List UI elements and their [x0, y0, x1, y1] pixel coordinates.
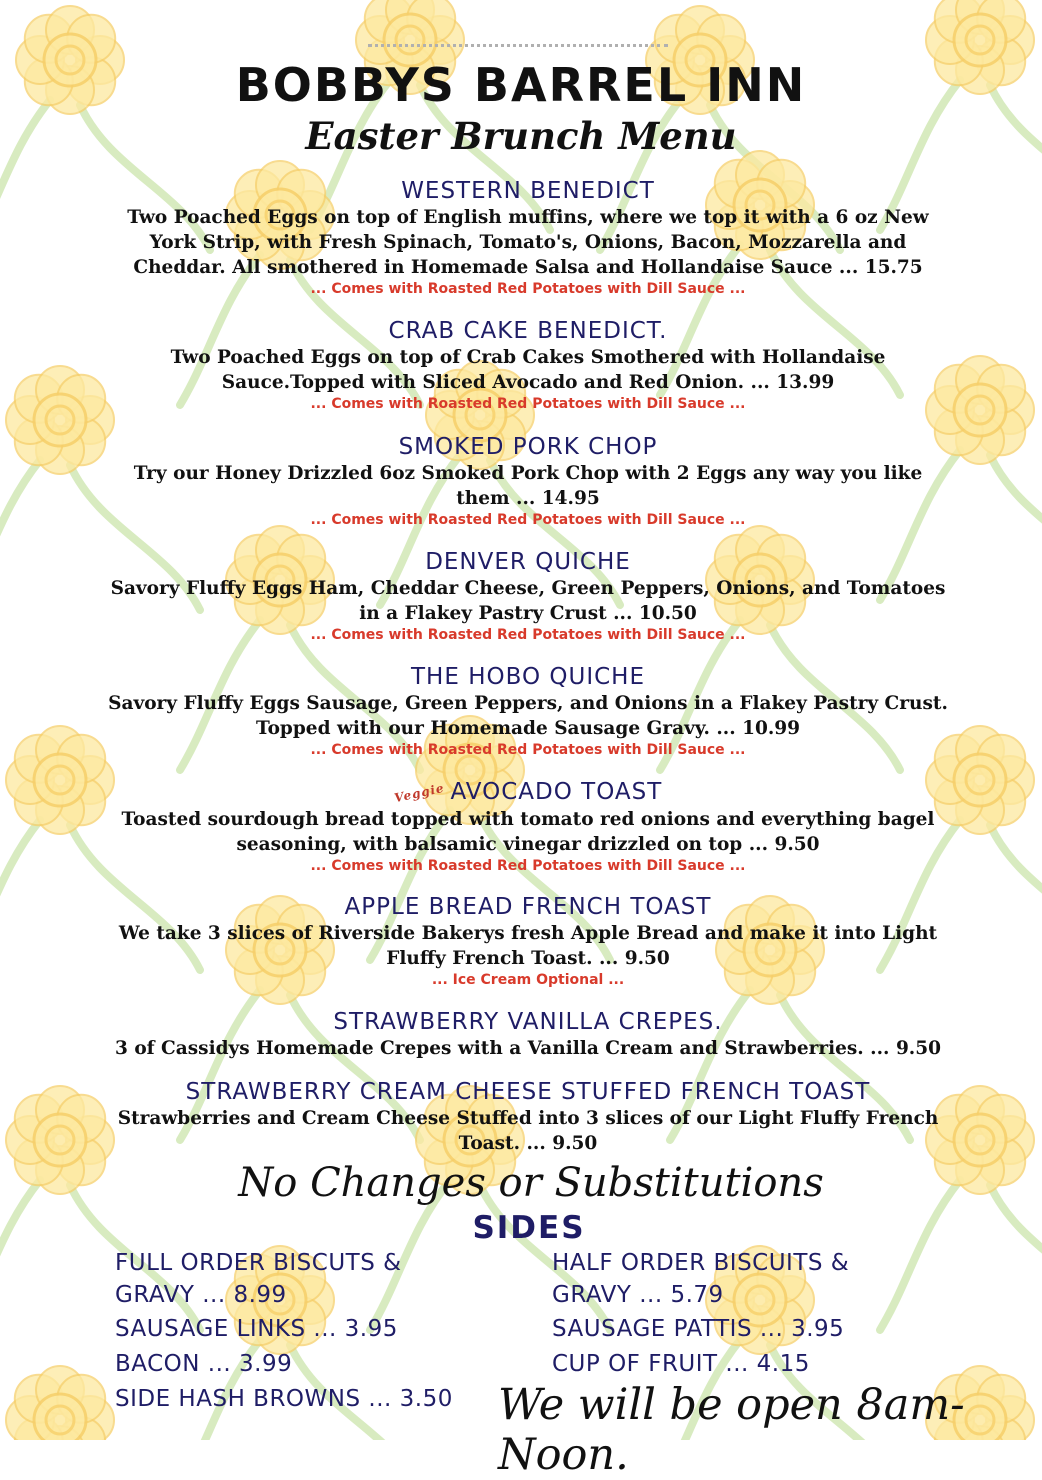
description-line: in a Flakey Pastry Crust ... 10.50 [359, 603, 697, 624]
side-item: SAUSAGE PATTIS ... 3.95 [552, 1316, 845, 1342]
menu-item-name: THE HOBO QUICHE [411, 664, 645, 690]
menu-item-note: ... Comes with Roasted Red Potatoes with Dill Sauce ... [310, 281, 746, 297]
menu-item-name: SMOKED PORK CHOP [398, 434, 658, 460]
menu-item [100, 548, 956, 644]
menu-item-note: ... Comes with Roasted Red Potatoes with Dill Sauce ... [310, 857, 746, 874]
decorative-dotted-divider [368, 44, 668, 47]
opening-hours: We will be open 8am-Noon. [498, 1380, 965, 1480]
description-line: We take 3 slices of Riverside Bakerys fresh Apple Bread and make it into Light [118, 923, 938, 944]
description-line: Toasted sourdough bread topped with tomato red onions and everything bagel [121, 808, 935, 830]
side-item: SAUSAGE LINKS ... 3.95 [115, 1316, 398, 1342]
veggie-badge-icon: Veggie [392, 780, 446, 805]
side-item: SIDE HASH BROWNS ... 3.50 [115, 1386, 453, 1412]
menu-item-name: WESTERN BENEDICT [401, 178, 655, 204]
description-line: Cheddar. All smothered in Homemade Salsa and Hollandaise Sauce ... 15.75 [133, 257, 923, 278]
menu-item-description [100, 461, 956, 511]
menu-item-name: DENVER QUICHE [425, 549, 631, 575]
menu-item-note: ... Comes with Roasted Red Potatoes with Dill Sauce ... [310, 512, 746, 528]
description-line: them ... 14.95 [456, 488, 600, 509]
description-line: Two Poached Eggs on top of English muffins, where we top it with a 6 oz New [127, 207, 929, 228]
menu-item-description [100, 691, 956, 741]
menu-item-description [100, 921, 956, 971]
menu-item-description [100, 345, 956, 395]
description-line: Topped with our Homemade Sausage Gravy. ... 10.99 [255, 718, 801, 739]
description-line: Fluffy French Toast. ... 9.50 [386, 948, 670, 969]
description-line: Savory Fluffy Eggs Ham, Cheddar Cheese, Green Peppers, Onions, and Tomatoes [110, 578, 946, 599]
description-line: Toast. ... 9.50 [458, 1133, 598, 1154]
menu-item-description [100, 205, 956, 280]
description-line: Try our Honey Drizzled 6oz Smoked Pork Chop with 2 Eggs any way you like [133, 463, 923, 484]
description-line: Sauce.Topped with Sliced Avocado and Red Onion. ... 13.99 [221, 372, 835, 393]
restaurant-title: BOBBYS BARREL INN [235, 58, 807, 112]
menu-item-note: ... Comes with Roasted Red Potatoes with Dill Sauce ... [310, 396, 746, 412]
menu-item [100, 893, 956, 989]
description-line: 3 of Cassidys Homemade Crepes with a Vanilla Cream and Strawberries. ... 9.50 [115, 1038, 941, 1059]
side-item-line: GRAVY ... 8.99 [115, 1282, 287, 1308]
menu-item-name: STRAWBERRY VANILLA CREPES. [333, 1009, 723, 1035]
menu-subtitle: Easter Brunch Menu [305, 114, 737, 158]
menu-item [100, 1008, 956, 1061]
menu-item-description [100, 1036, 956, 1061]
menu-item-note: ... Comes with Roasted Red Potatoes with Dill Sauce ... [310, 627, 746, 643]
menu-item-name: CRAB CAKE BENEDICT. [388, 318, 668, 344]
side-item: BACON ... 3.99 [115, 1351, 293, 1377]
menu-item-name: STRAWBERRY CREAM CHEESE STUFFED FRENCH TOAST [185, 1079, 871, 1105]
description-line: seasoning, with balsamic vinegar drizzled on top ... 9.50 [236, 833, 820, 855]
menu-item [100, 177, 956, 298]
menu-item-note: ... Comes with Roasted Red Potatoes with Dill Sauce ... [310, 742, 746, 758]
menu-item-name: APPLE BREAD FRENCH TOAST [344, 894, 712, 920]
menu-item [100, 663, 956, 759]
sides-heading: SIDES [472, 1210, 586, 1246]
menu-item-name-row [100, 778, 956, 807]
menu-item-description [100, 807, 956, 857]
menu-item-note: ... Ice Cream Optional ... [431, 972, 625, 988]
side-item-line: GRAVY ... 5.79 [552, 1282, 724, 1308]
description-line: York Strip, with Fresh Spinach, Tomato's, Onions, Bacon, Mozzarella and [149, 232, 907, 253]
description-line: Strawberries and Cream Cheese Stuffed into 3 slices of our Light Fluffy French [117, 1108, 939, 1129]
menu-item-name: AVOCADO TOAST [450, 779, 663, 805]
side-item: CUP OF FRUIT ... 4.15 [552, 1351, 810, 1377]
menu-item-description [100, 1106, 956, 1156]
side-item-line: FULL ORDER BISCUTS & [115, 1250, 402, 1276]
description-line: Savory Fluffy Eggs Sausage, Green Peppers, and Onions in a Flakey Pastry Crust. [108, 693, 948, 714]
menu-item [100, 1078, 956, 1156]
description-line: Two Poached Eggs on top of Crab Cakes Smothered with Hollandaise [170, 347, 886, 368]
menu-item [100, 778, 956, 875]
side-item [552, 1247, 849, 1311]
menu-item [100, 317, 956, 413]
no-substitutions-policy: No Changes or Substitutions [238, 1160, 824, 1206]
side-item-line: HALF ORDER BISCUITS & [552, 1250, 850, 1276]
side-item [115, 1247, 402, 1311]
menu-item [100, 433, 956, 529]
menu-item-description [100, 576, 956, 626]
